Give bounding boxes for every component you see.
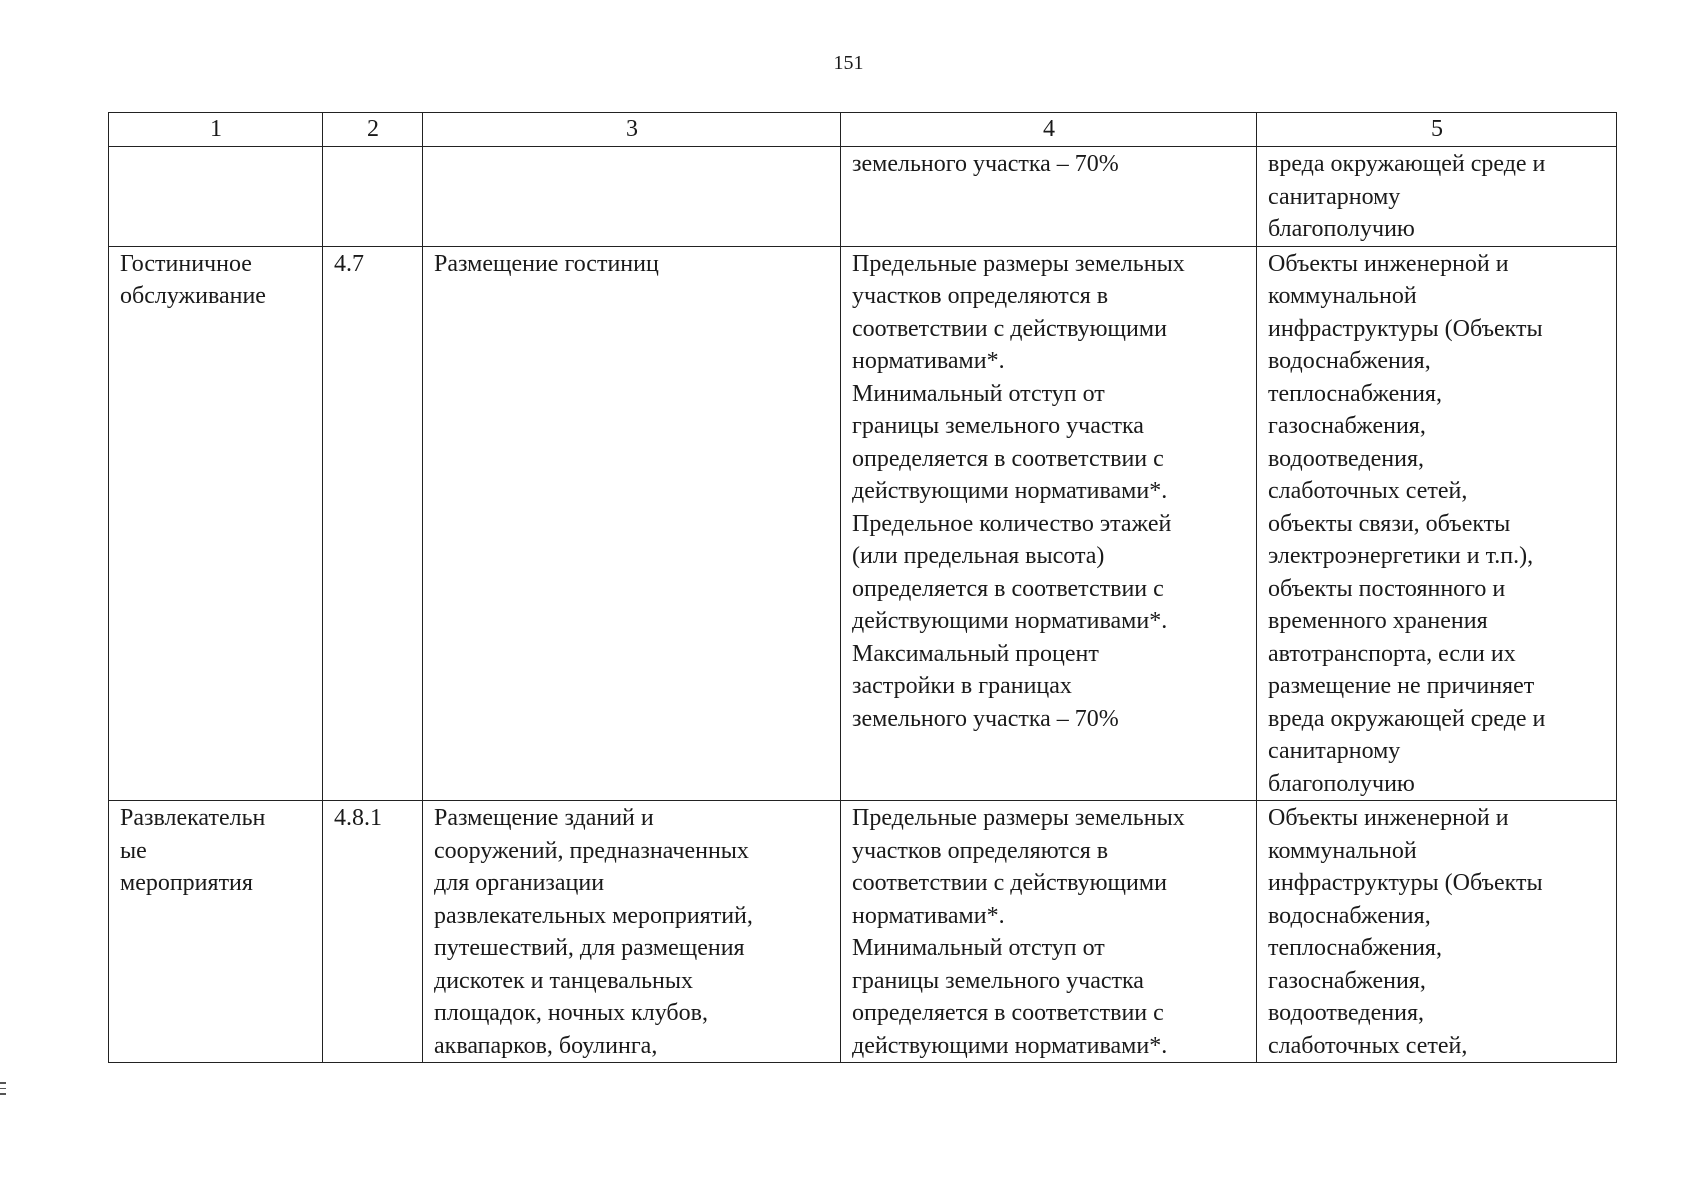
- scan-edge-marks: [0, 1082, 6, 1098]
- row-restrictions-cell: Объекты инженерной и коммунальной инфраструктуры (Объекты водоснабжения, теплоснабжения, газоснабжения, водоотведения, слаботочных сетей,: [1257, 801, 1617, 1063]
- header-col-1: 1: [109, 113, 323, 147]
- row-description-cell: Размещение зданий и сооружений, предназначенных для организации развлекательных мероприятий, путешествий, для размещения дискотек и танцевальных площадок, ночных клубов, аквапарков, боулинга,: [423, 801, 841, 1063]
- row-name-cell: [109, 147, 323, 247]
- table-row: [109, 246, 1617, 801]
- zoning-table: [108, 112, 1617, 1063]
- table-header-row: [109, 113, 1617, 147]
- row-parameters-cell: Предельные размеры земельных участков определяются в соответствии с действующими нормативами*. Минимальный отступ от границы земельного участка определяется в соответствии с действующими нормативами*.: [841, 801, 1257, 1063]
- row-parameters-cell: земельного участка – 70%: [841, 147, 1257, 247]
- row-name-cell: Развлекательн ые мероприятия: [109, 801, 323, 1063]
- page-number: 151: [833, 52, 864, 74]
- row-description-cell: [423, 147, 841, 247]
- scan-mark: [0, 1082, 6, 1084]
- row-code-cell: 4.7: [323, 246, 423, 801]
- header-col-4: 4: [841, 113, 1257, 147]
- row-restrictions-cell: Объекты инженерной и коммунальной инфраструктуры (Объекты водоснабжения, теплоснабжения, газоснабжения, водоотведения, слаботочных сетей, объекты связи, объекты электроэнергетики и т.п.), объекты постоянного и временного хранения автотранспорта, если их размещение не причиняет вреда окружающей среде и санитарному благополучию: [1257, 246, 1617, 801]
- scan-mark: [0, 1088, 6, 1090]
- table-row: [109, 801, 1617, 1063]
- row-parameters-cell: Предельные размеры земельных участков определяются в соответствии с действующими нормативами*. Минимальный отступ от границы земельного участка определяется в соответствии с действующими нормативами*. Предельное количество этажей (или предельная высота) определяется в соответствии с действующими нормативами*. Максимальный процент застройки в границах земельного участка – 70%: [841, 246, 1257, 801]
- row-code-cell: [323, 147, 423, 247]
- row-code-cell: 4.8.1: [323, 801, 423, 1063]
- scan-mark: [0, 1093, 6, 1095]
- row-description-cell: Размещение гостиниц: [423, 246, 841, 801]
- header-col-2: 2: [323, 113, 423, 147]
- row-name-cell: Гостиничное обслуживание: [109, 246, 323, 801]
- header-col-3: 3: [423, 113, 841, 147]
- header-col-5: 5: [1257, 113, 1617, 147]
- row-restrictions-cell: вреда окружающей среде и санитарному благополучию: [1257, 147, 1617, 247]
- table-row: [109, 147, 1617, 247]
